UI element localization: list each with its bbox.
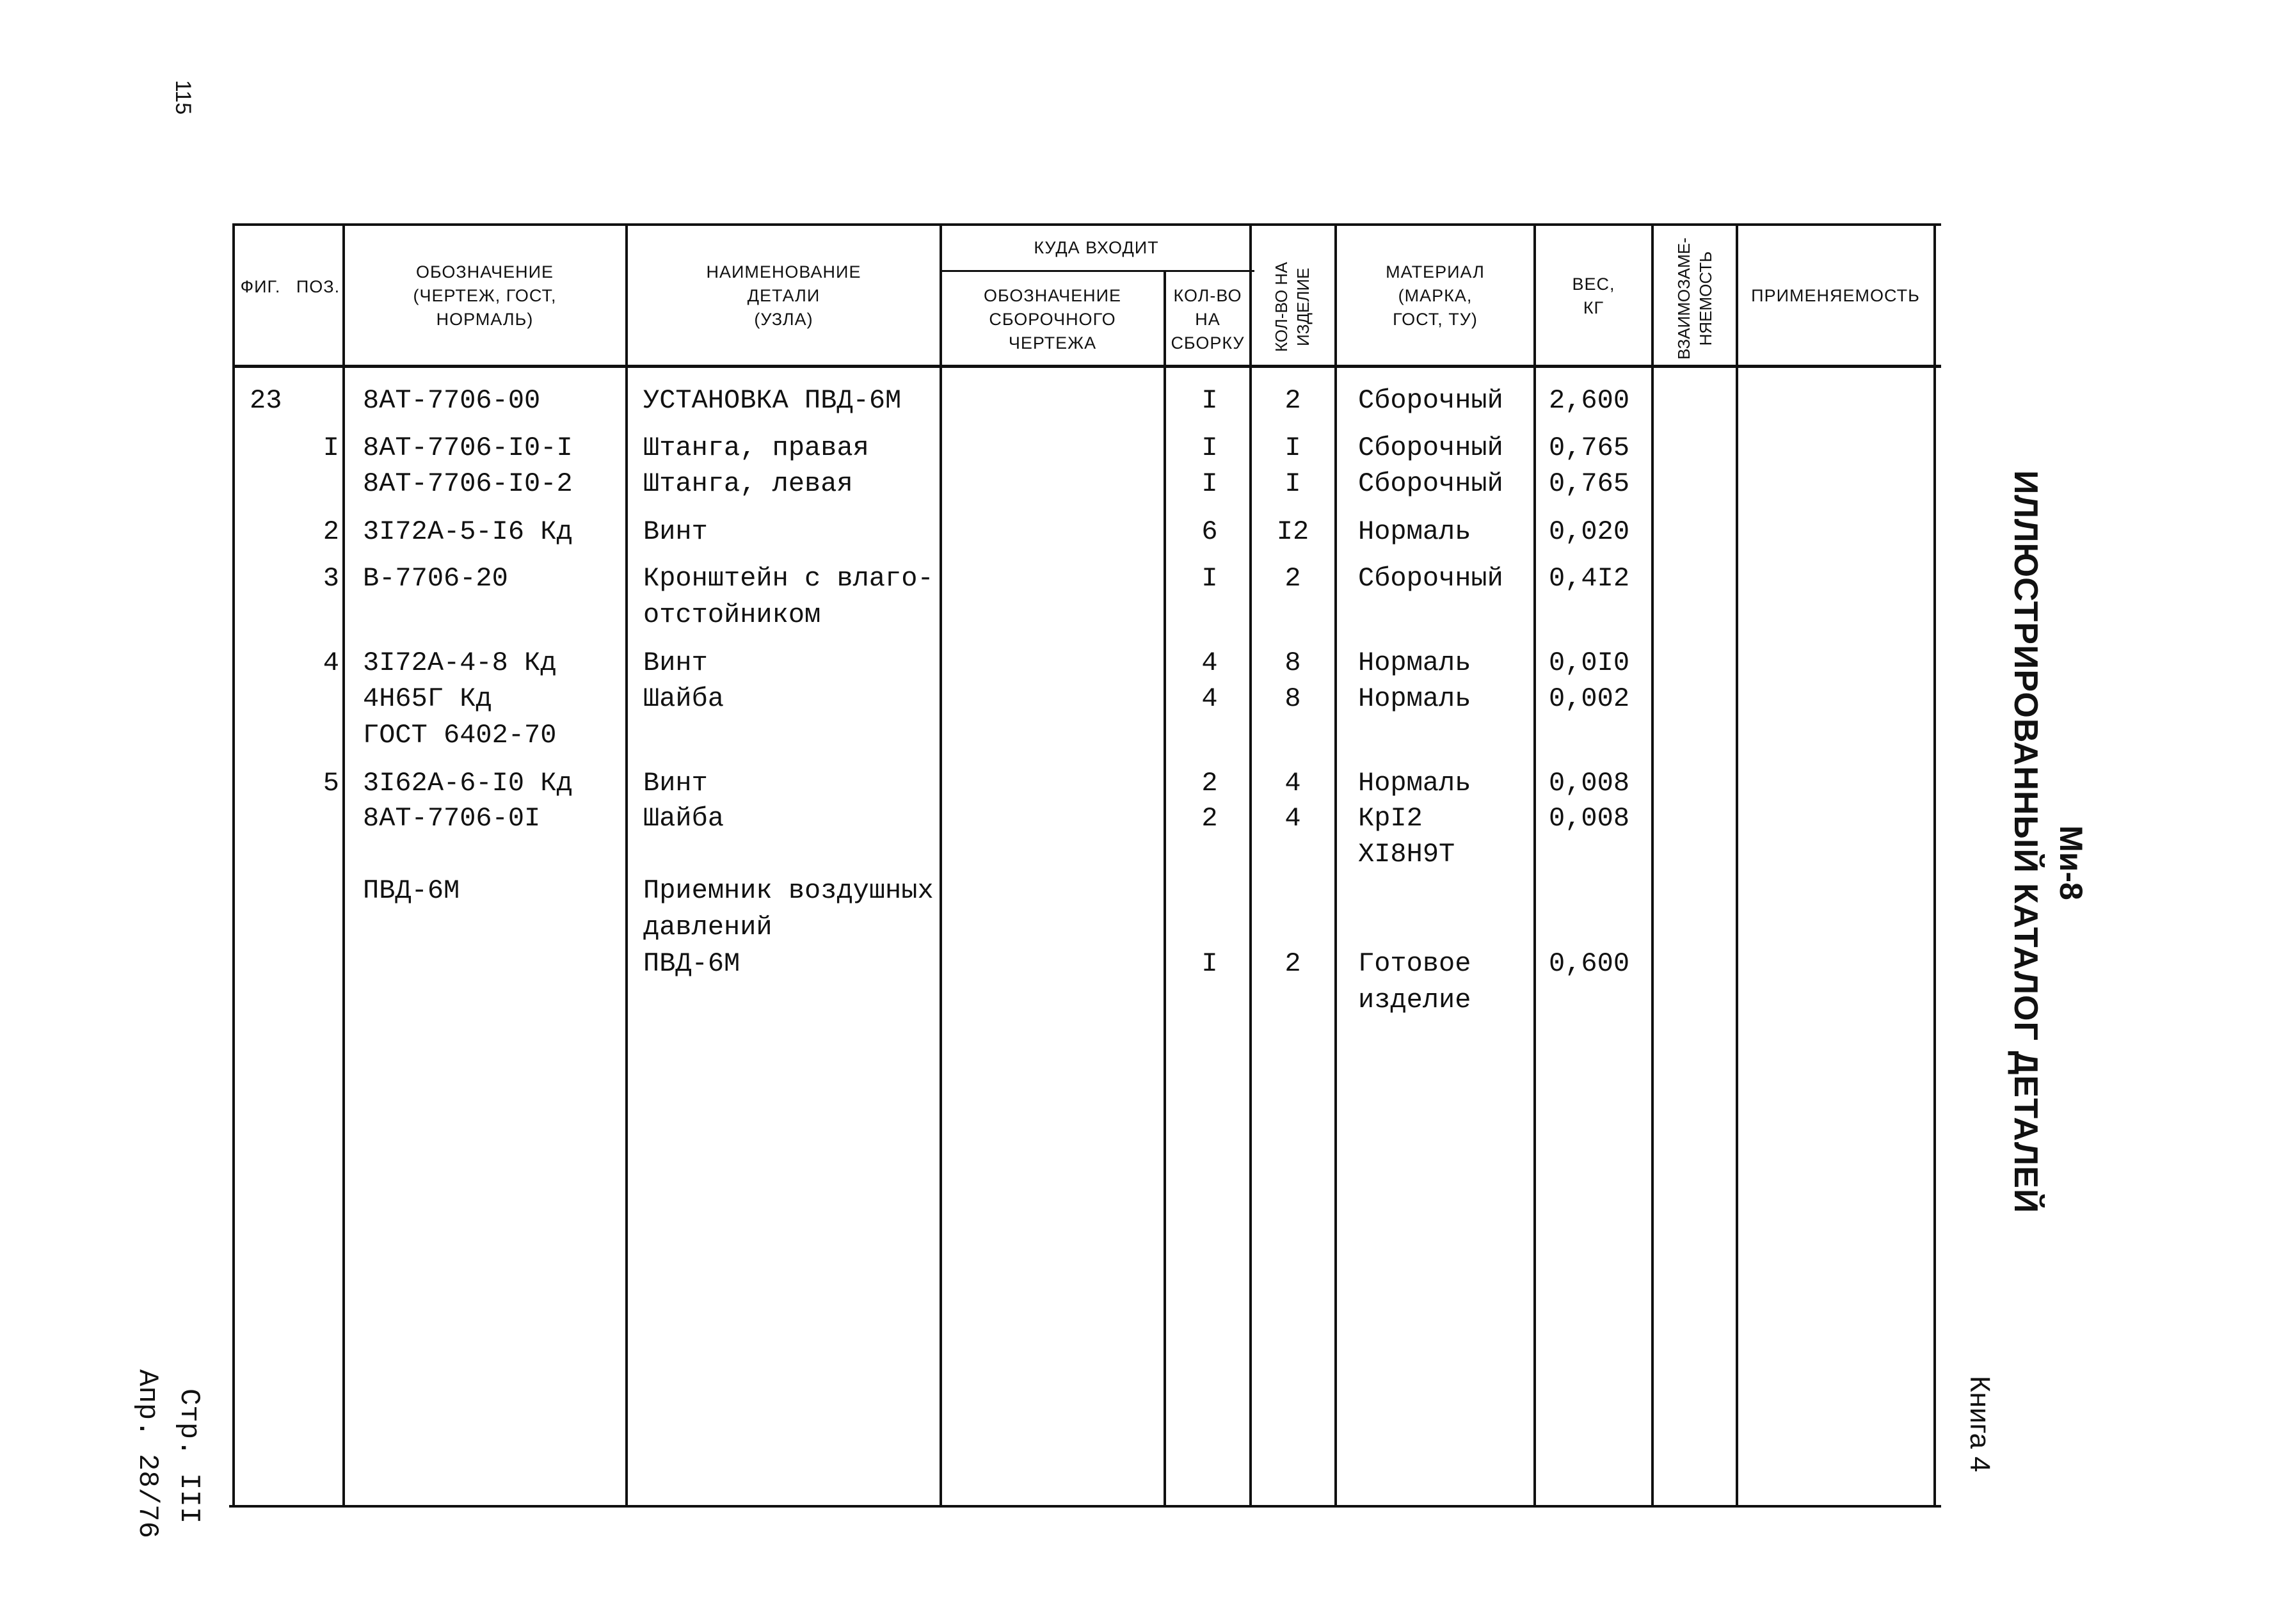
header-weight xyxy=(1536,227,1651,365)
cell-weight: 0,008 xyxy=(1549,803,1630,834)
col-divider-asm-drawing xyxy=(1164,270,1166,1507)
cell-qty-asm: I xyxy=(1201,563,1218,594)
cell-material: Нормаль xyxy=(1358,683,1471,714)
cell-name: Винт xyxy=(643,516,708,547)
header-material-line: ГОСТ, ТУ) xyxy=(1393,310,1478,329)
cell-designation: В-7706-20 xyxy=(363,563,508,594)
header-qtyasm-line: НА xyxy=(1195,309,1220,329)
cell-qty-asm: I xyxy=(1201,433,1218,463)
cell-weight: 2,600 xyxy=(1549,385,1630,416)
cell-name: Штанга, левая xyxy=(643,468,853,499)
cell-material: ХI8Н9Т xyxy=(1358,839,1455,870)
cell-name: отстойником xyxy=(643,600,821,630)
cell-name: Приемник воздушных xyxy=(643,875,934,906)
header-fig: ФИГ. xyxy=(240,277,281,296)
header-designation xyxy=(346,227,624,365)
cell-name: давлений xyxy=(643,912,772,943)
cell-pos: 5 xyxy=(323,768,339,799)
cell-material: Нормаль xyxy=(1358,768,1471,799)
header-designation-line: (ЧЕРТЕЖ, ГОСТ, xyxy=(413,286,557,305)
cell-designation: ГОСТ 6402-70 xyxy=(363,720,557,751)
cell-designation: 8АТ-7706-00 xyxy=(363,385,541,416)
header-interchange-line: ВЗАИМОЗАМЕ- xyxy=(1674,237,1693,360)
cell-qty-asm: I xyxy=(1201,385,1218,416)
cell-material: Сборочный xyxy=(1358,433,1503,463)
header-designation-line: ОБОЗНАЧЕНИЕ xyxy=(415,262,554,282)
cell-qty-asm: I xyxy=(1201,948,1218,979)
cell-designation: 3I72А-5-I6 Кд xyxy=(363,516,573,547)
cell-name: Кронштейн с влаго- xyxy=(643,563,934,594)
header-qtyasm-line: КОЛ-ВО xyxy=(1173,285,1242,305)
header-name-line: ДЕТАЛИ xyxy=(747,286,820,305)
header-asm-line: ЧЕРТЕЖА xyxy=(1008,333,1097,353)
header-name-line: (УЗЛА) xyxy=(754,310,813,329)
cell-qty-asm: 6 xyxy=(1201,516,1218,547)
cell-pos: 2 xyxy=(323,516,339,547)
cell-name: Шайба xyxy=(643,803,724,834)
cell-qty-prod: I2 xyxy=(1276,516,1309,547)
col-divider-qty-prod xyxy=(1334,223,1337,1507)
cell-material: Нормаль xyxy=(1358,516,1471,547)
cell-qty-prod: 2 xyxy=(1284,948,1301,979)
col-divider-material xyxy=(1533,223,1536,1507)
table-bottom-border xyxy=(229,1505,1941,1508)
header-qtyprod-line: ИЗДЕЛИЕ xyxy=(1293,267,1313,346)
header-pos: ПОЗ. xyxy=(296,277,340,296)
side-model-title: Ми-8 xyxy=(2053,825,2089,900)
footer-page: Стр. III xyxy=(173,1389,205,1524)
side-catalog-title: ИЛЛЮСТРИРОВАННЫЙ КАТАЛОГ ДЕТАЛЕЙ xyxy=(2007,470,2044,1214)
cell-qty-asm: 4 xyxy=(1201,683,1218,714)
col-divider-interchange xyxy=(1736,223,1738,1507)
header-weight-line: КГ xyxy=(1583,298,1604,317)
where-used-divider xyxy=(941,270,1254,272)
cell-weight: 0,4I2 xyxy=(1549,563,1630,594)
header-applicability: ПРИМЕНЯЕМОСТЬ xyxy=(1751,286,1920,305)
header-material-line: (МАРКА, xyxy=(1398,286,1473,305)
header-qty-assembly xyxy=(1166,274,1249,365)
cell-material: Сборочный xyxy=(1358,563,1503,594)
cell-designation: 3I62А-6-I0 Кд xyxy=(363,768,573,799)
cell-qty-prod: I xyxy=(1284,433,1301,463)
cell-pos: I xyxy=(323,433,339,463)
cell-qty-asm: 2 xyxy=(1201,768,1218,799)
header-qtyasm-line: СБОРКУ xyxy=(1171,333,1245,353)
col-divider-pos xyxy=(342,223,345,1507)
cell-weight: 0,002 xyxy=(1549,683,1630,714)
cell-weight: 0,0I0 xyxy=(1549,648,1630,678)
header-material-line: МАТЕРИАЛ xyxy=(1386,262,1485,282)
page-number: 115 xyxy=(171,80,195,115)
border-right xyxy=(1933,223,1936,1507)
cell-designation: 8АТ-7706-I0-2 xyxy=(363,468,573,499)
col-divider-qty-asm xyxy=(1249,223,1252,1507)
cell-designation: 4Н65Г Кд xyxy=(363,683,492,714)
cell-name: Шайба xyxy=(643,683,724,714)
header-where-used: КУДА ВХОДИТ xyxy=(1034,237,1159,257)
cell-weight: 0,765 xyxy=(1549,468,1630,499)
cell-pos: 4 xyxy=(323,648,339,678)
cell-pos: 3 xyxy=(323,563,339,594)
header-name-line: НАИМЕНОВАНИЕ xyxy=(706,262,861,282)
header-name xyxy=(628,227,939,365)
cell-qty-prod: 2 xyxy=(1284,385,1301,416)
header-asm-line: ОБОЗНАЧЕНИЕ xyxy=(983,285,1122,305)
cell-name: Винт xyxy=(643,648,708,678)
cell-material: Нормаль xyxy=(1358,648,1471,678)
col-divider-designation xyxy=(625,223,628,1507)
cell-material: изделие xyxy=(1358,985,1471,1015)
cell-designation: 8АТ-7706-I0-I xyxy=(363,433,573,463)
cell-weight: 0,600 xyxy=(1549,948,1630,979)
cell-qty-prod: 8 xyxy=(1284,648,1301,678)
cell-designation: ПВД-6М xyxy=(363,875,460,906)
header-interchange-line: НЯЕМОСТЬ xyxy=(1696,251,1715,346)
footer-date: Апр. 28/76 xyxy=(131,1369,163,1539)
cell-name: Штанга, правая xyxy=(643,433,869,463)
header-weight-line: ВЕС, xyxy=(1572,274,1615,294)
side-book-label: Книга 4 xyxy=(1964,1376,1996,1472)
cell-qty-prod: 8 xyxy=(1284,683,1301,714)
cell-material: КрI2 xyxy=(1358,803,1423,834)
border-left xyxy=(232,223,235,1507)
header-assembly-drawing xyxy=(942,274,1163,365)
cell-material: Сборочный xyxy=(1358,468,1503,499)
cell-qty-asm: 4 xyxy=(1201,648,1218,678)
header-qty-product xyxy=(1270,262,1314,352)
col-divider-weight xyxy=(1651,223,1654,1507)
cell-designation: 3I72А-4-8 Кд xyxy=(363,648,557,678)
cell-qty-prod: I xyxy=(1284,468,1301,499)
cell-fig: 23 xyxy=(250,385,282,416)
cell-name: Винт xyxy=(643,768,708,799)
cell-qty-asm: 2 xyxy=(1201,803,1218,834)
cell-weight: 0,020 xyxy=(1549,516,1630,547)
header-qtyprod-line: КОЛ-ВО НА xyxy=(1272,262,1291,352)
cell-material: Сборочный xyxy=(1358,385,1503,416)
cell-weight: 0,008 xyxy=(1549,768,1630,799)
cell-name: УСТАНОВКА ПВД-6М xyxy=(643,385,902,416)
cell-weight: 0,765 xyxy=(1549,433,1630,463)
cell-designation: 8АТ-7706-0I xyxy=(363,803,541,834)
cell-qty-prod: 4 xyxy=(1284,803,1301,834)
header-bottom-border xyxy=(232,365,1941,368)
cell-material: Готовое xyxy=(1358,948,1471,979)
header-asm-line: СБОРОЧНОГО xyxy=(989,309,1116,329)
header-material xyxy=(1338,227,1533,365)
header-designation-line: НОРМАЛЬ) xyxy=(436,310,534,329)
cell-qty-asm: I xyxy=(1201,468,1218,499)
cell-qty-prod: 2 xyxy=(1284,563,1301,594)
cell-qty-prod: 4 xyxy=(1284,768,1301,799)
header-interchangeability xyxy=(1673,237,1716,360)
cell-name: ПВД-6М xyxy=(643,948,740,979)
col-divider-name xyxy=(940,223,942,1507)
